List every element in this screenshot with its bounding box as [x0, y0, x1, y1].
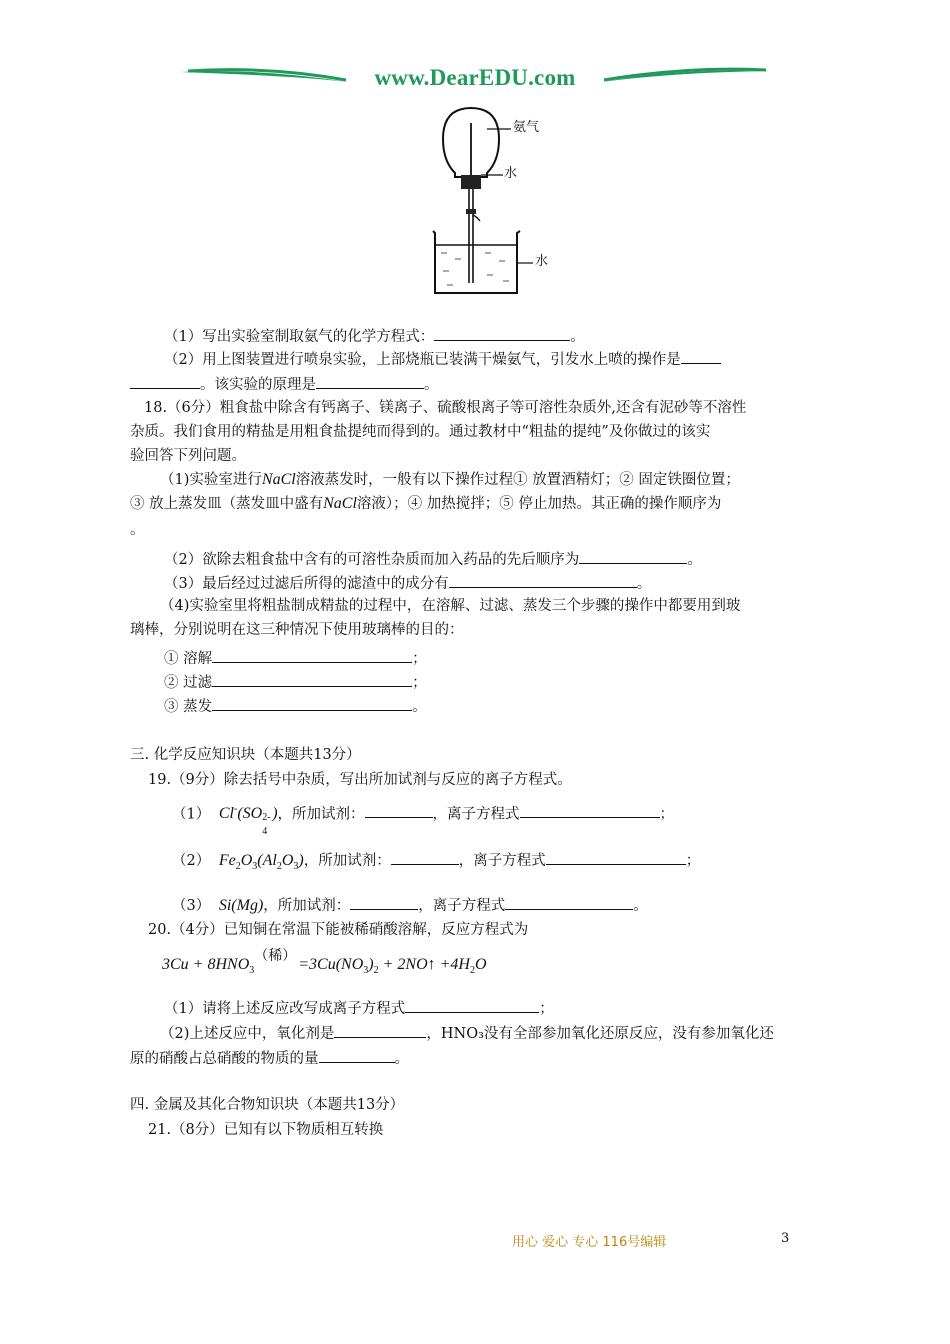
q18-part3: （3）最后经过过滤后所得的滤渣中的成分有 。 [164, 571, 651, 594]
q17-part2: （2）用上图装置进行喷泉实验，上部烧瓶已装满干燥氨气，引发水上喷的操作是 [164, 347, 721, 370]
q18-part1-line2: ③ 放上蒸发皿（蒸发皿中盛有NaCl溶液）；④ 加热搅拌；⑤ 停止加热。其正确的操作顺序为 [130, 495, 722, 512]
section4-title: 四. 金属及其化合物知识块（本题共13分） [130, 1097, 405, 1113]
q19-reagent-blank1[interactable] [365, 801, 433, 818]
q19-reagent-blank2[interactable] [391, 848, 459, 865]
q18-part4-line1: （4)实验室里将粗盐制成精盐的过程中，在溶解、过滤、蒸发三个步骤的操作中都要用到玻 [160, 598, 741, 614]
label-ammonia: 氨气 [513, 120, 540, 135]
q18-part2: （2）欲除去粗食盐中含有的可溶性杂质而加入药品的先后顺序为 。 [164, 547, 702, 570]
label-water-top: 水 [504, 166, 518, 181]
q18-blank-dissolve[interactable] [212, 646, 412, 663]
q19-intro: 19.（9分）除去括号中杂质，写出所加试剂与反应的离子方程式。 [148, 772, 572, 788]
q19-ionic-blank1[interactable] [520, 801, 660, 818]
q18-part1-line1: （1)实验室进行NaCl溶液蒸发时，一般有以下操作过程① 放置酒精灯；② 固定铁圈位置； [160, 471, 740, 488]
section3-title: 三. 化学反应知识块（本题共13分） [130, 747, 361, 763]
q18-sub-filter: ② 过滤 ； [164, 670, 427, 693]
q20-part2-line1: （2)上述反应中，氧化剂是 ，HNO₃没有全部参加氧化还原反应，没有参加氧化还 [160, 1021, 774, 1044]
q18-part1-line3: 。 [130, 522, 145, 538]
footer-slogan: 用心 爱心 专心 116号编辑 [512, 1235, 667, 1250]
q17-part1: （1）写出实验室制取氨气的化学方程式： 。 [164, 324, 585, 347]
page-number: 3 [781, 1231, 790, 1246]
q18-intro-line1: 18.（6分）粗食盐中除含有钙离子、镁离子、硫酸根离子等可溶性杂质外,还含有泥砂等不溶性 [144, 400, 747, 416]
q18-part4-line2: 璃棒，分别说明在这三种情况下使用玻璃棒的目的： [130, 622, 464, 638]
q20-blank1[interactable] [405, 996, 539, 1013]
q19-row2: （2） $Fe_2O_3(Al_2O_3)$，所加试剂： ，离子方程式 ； [172, 848, 700, 877]
label-water-beaker: 水 [535, 254, 549, 269]
q20-part2-line2: 原的硝酸占总硝酸的物质的量 。 [130, 1046, 409, 1069]
fountain-apparatus-figure [425, 103, 549, 302]
q17-part2-cont: 。该实验的原理是 。 [130, 372, 439, 395]
q17-blank2b[interactable] [130, 372, 200, 389]
q18-intro-line2: 杂质。我们食用的精盐是用粗食盐提纯而得到的。通过教材中“粗盐的提纯”及你做过的该实 [130, 424, 711, 440]
q20-equation: $3Cu + 8HNO_3$（稀） $=3Cu(NO_3)_2$ + 2NO↑ $+4H_2O$ [162, 948, 487, 977]
q19-row3: （3） Si(Mg)，所加试剂： ，离子方程式 。 [172, 893, 648, 916]
q18-sub-dissolve: ① 溶解 ； [164, 646, 427, 669]
site-header [178, 62, 772, 96]
q17-blank1[interactable] [434, 324, 570, 341]
q19-row1: （1） Cl-(SO 2- 4 )，所加试剂： ，离子方程式 ； [172, 800, 674, 824]
q18-intro-line3: 验回答下列问题。 [130, 448, 246, 464]
q18-blank3[interactable] [449, 571, 637, 588]
q18-sub-evaporate: ③ 蒸发 。 [164, 694, 427, 717]
q19-ionic-blank2[interactable] [546, 848, 686, 865]
q17-blank3[interactable] [316, 372, 424, 389]
q20-blank3[interactable] [319, 1046, 395, 1063]
q19-ionic-blank3[interactable] [505, 893, 633, 910]
q19-reagent-blank3[interactable] [350, 893, 418, 910]
q18-blank2[interactable] [579, 547, 687, 564]
q21-intro: 21.（8分）已知有以下物质相互转换 [148, 1122, 384, 1138]
q18-blank-filter[interactable] [212, 670, 412, 687]
q17-blank2a[interactable] [681, 347, 721, 364]
q20-part1: （1）请将上述反应改写成离子方程式 ； [164, 996, 554, 1019]
q20-intro: 20.（4分）已知铜在常温下能被稀硝酸溶解，反应方程式为 [148, 922, 529, 938]
q20-blank2[interactable] [334, 1021, 426, 1038]
q18-blank-evaporate[interactable] [212, 694, 412, 711]
site-name[interactable]: www.DearEDU.com [374, 65, 576, 90]
